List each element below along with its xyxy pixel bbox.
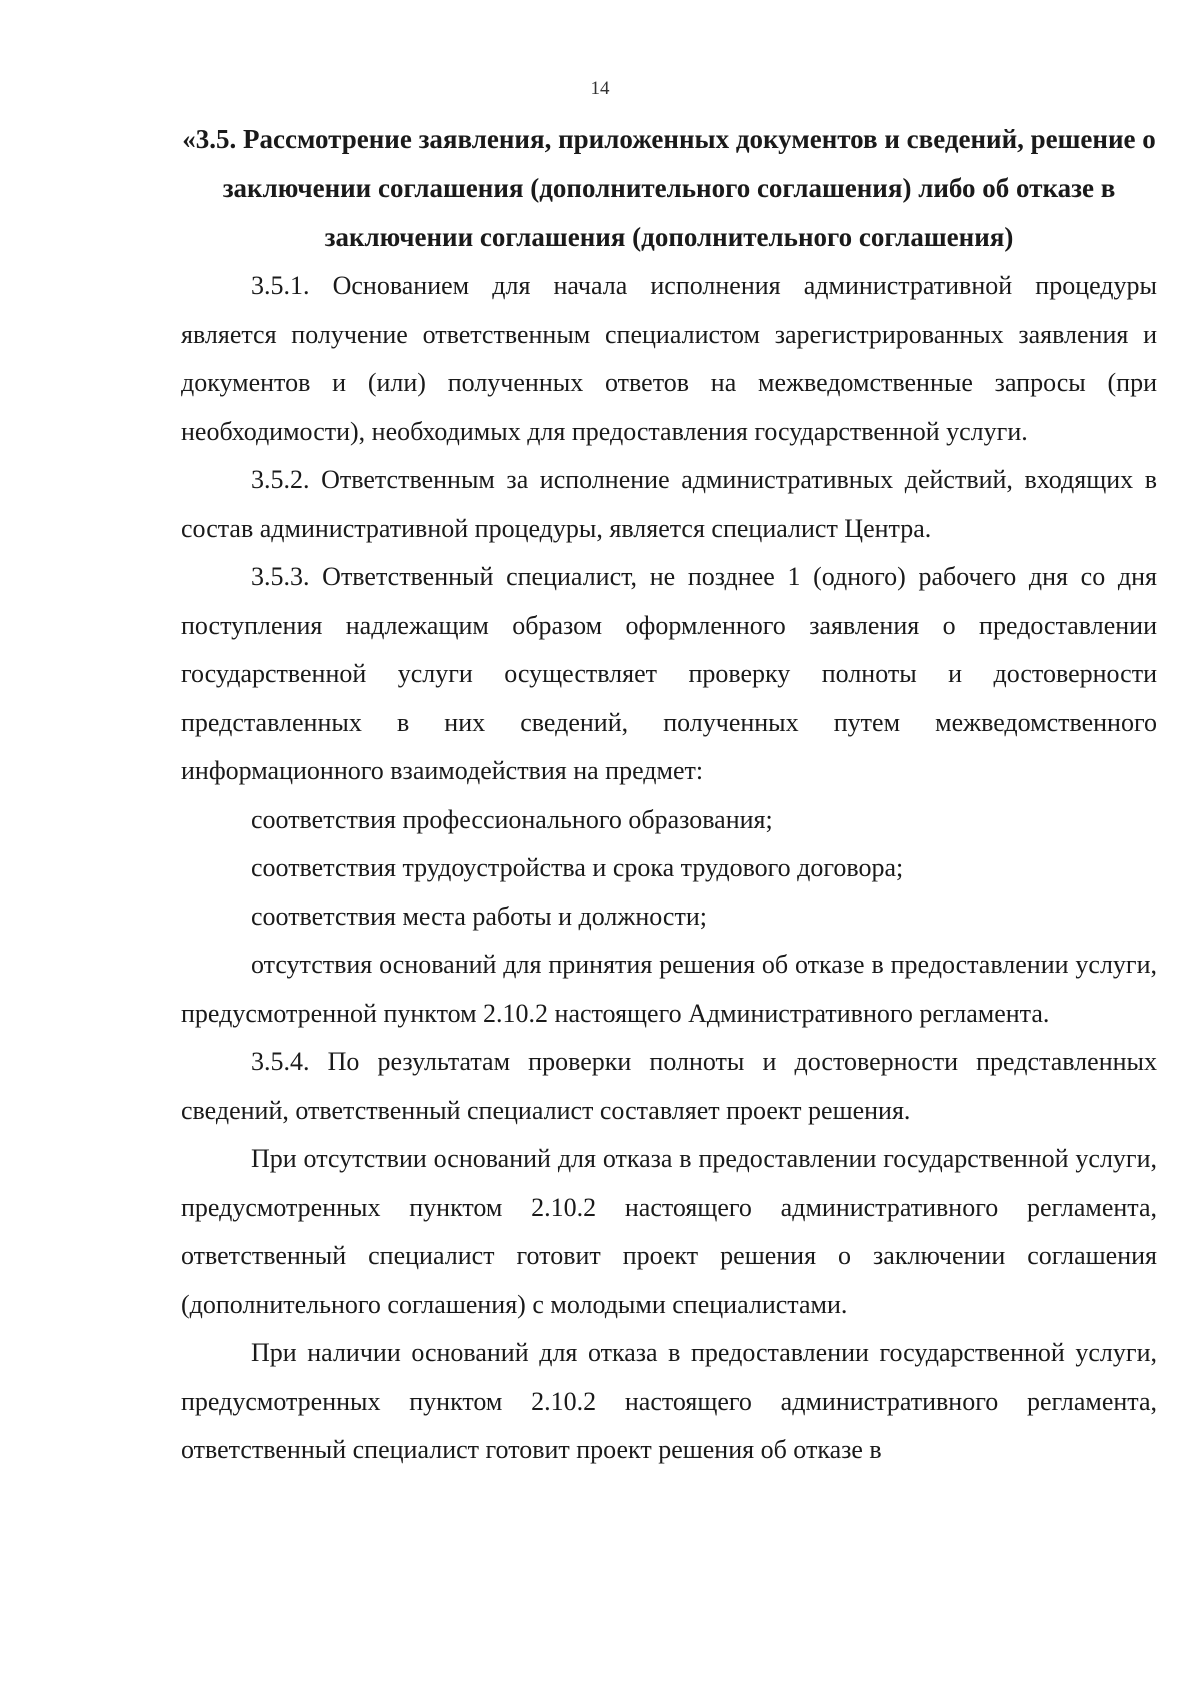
paragraph-3-5-1: 3.5.1. Основанием для начала исполнения административной процедуры является получение ответственным специалистом зарегистрированных заявления и документов и (или) полученных ответов на межведомственные запросы (при необходимости), необходимых для предоставления государственной услуги. [181, 271, 1157, 446]
document-body [181, 115, 1157, 1475]
paragraph-no-refusal: При отсутствии оснований для отказа в предоставлении государственной услуги, предусмотренных пунктом 2.10.2 настоящего административного регламента, ответственный специалист готовит проект решения о заключении соглашения (дополнительного соглашения) с молодыми специалистами. [181, 1144, 1157, 1319]
page-number: 14 [590, 78, 610, 99]
paragraph-3-5-4: 3.5.4. По результатам проверки полноты и достоверности представленных сведений, ответственный специалист составляет проект решения. [181, 1047, 1157, 1125]
list-item-employment: соответствия трудоустройства и срока трудового договора; [251, 853, 904, 882]
list-item-workplace: соответствия места работы и должности; [251, 901, 707, 931]
paragraph-3-5-2: 3.5.2. Ответственным за исполнение административных действий, входящих в состав административной процедуры, является специалист Центра. [181, 465, 1157, 543]
paragraph-refusal: При наличии оснований для отказа в предоставлении государственной услуги, предусмотренных пунктом 2.10.2 настоящего административного регламента, ответственный специалист готовит проект решения об отказе в [181, 1338, 1157, 1464]
section-heading: «3.5. Рассмотрение заявления, приложенных документов и сведений, решение о заключении соглашения (дополнительного соглашения) либо об отказе в заключении соглашения (дополнительного соглашения) [182, 124, 1156, 252]
paragraph-3-5-3: 3.5.3. Ответственный специалист, не позднее 1 (одного) рабочего дня со дня поступления надлежащим образом оформленного заявления о предоставлении государственной услуги осуществляет проверку полноты и достоверности представленных в них сведений, полученных путем межведомственного информационного взаимодействия на предмет: [181, 562, 1157, 785]
list-item-no-grounds: отсутствия оснований для принятия решения об отказе в предоставлении услуги, предусмотренной пунктом 2.10.2 настоящего Административного регламента. [181, 950, 1157, 1028]
list-item-education: соответствия профессионального образования; [251, 804, 773, 834]
